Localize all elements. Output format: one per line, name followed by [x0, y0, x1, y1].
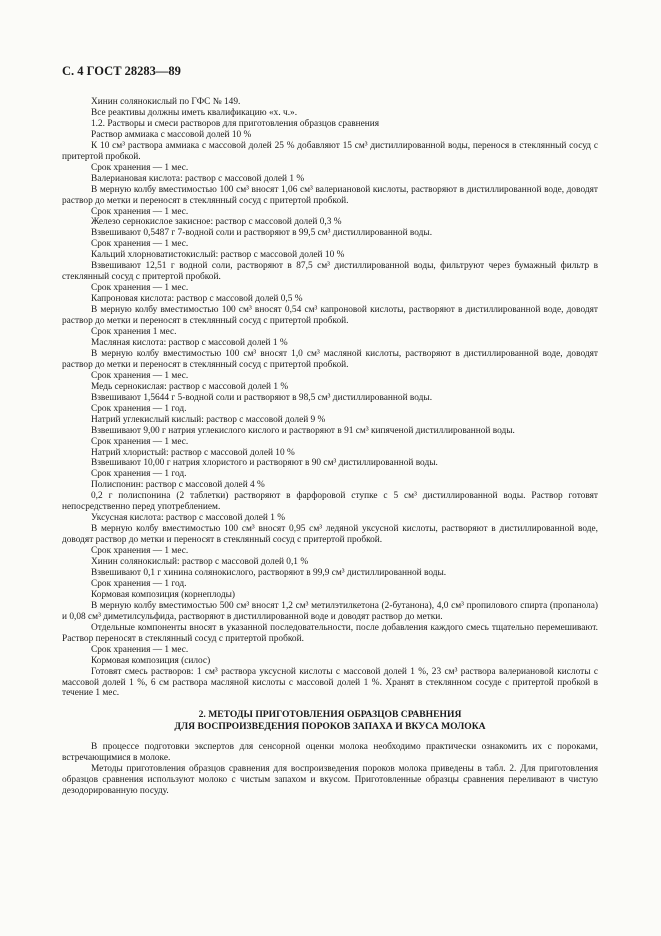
paragraph: Срок хранения — 1 мес.: [91, 546, 189, 557]
paragraph: В мерную колбу вместимостью 100 см³ вносят 0,54 см³ капроновой кислоты, растворяют в дистиллированной воде, доводят раствор до метки и переносят в стеклянный сосуд с притертой пробкой.: [62, 305, 598, 327]
paragraph: Железо сернокислое закисное: раствор с массовой долей 0,3 %: [91, 217, 342, 228]
paragraph: Готовят смесь растворов: 1 см³ раствора уксусной кислоты с массовой долей 1 %, 23 см³ раствора валериановой кислоты с массовой долей 1 %, 6 см раствора масляной кислоты с массовой долей 1 %. Хранят в стеклянном сосуде с притертой пробкой в течение 1 мес.: [62, 666, 598, 699]
paragraph: Кормовая композиция (корнеплоды): [91, 589, 235, 600]
paragraph: Срок хранения — 1 год.: [91, 469, 187, 480]
paragraph: Кальций хлорноватистокислый: раствор с массовой долей 10 %: [91, 250, 345, 261]
paragraph: Срок хранения — 1 мес.: [91, 162, 189, 173]
paragraph: Отдельные компоненты вносят в указанной последовательности, после добавления каждого смесь тщательно перемешивают. Раствор переносят в стеклянный сосуд с притертой пробкой.: [62, 622, 598, 644]
paragraph: 0,2 г полиспонина (2 таблетки) растворяют в фарфоровой ступке с 5 см³ дистиллированной воды. Раствор готовят непосредственно перед употреблением.: [62, 491, 598, 513]
section-title-line-2: ДЛЯ ВОСПРОИЗВЕДЕНИЯ ПОРОКОВ ЗАПАХА И ВКУСА МОЛОКА: [174, 720, 486, 732]
paragraph: Взвешивают 10,00 г натрия хлористого и растворяют в 90 см³ дистиллированной воды.: [91, 458, 438, 469]
paragraph: Натрий хлористый: раствор с массовой долей 10 %: [91, 447, 295, 458]
paragraph: Срок хранения — 1 мес.: [91, 239, 189, 250]
paragraph: Срок хранения — 1 мес.: [91, 283, 189, 294]
paragraph: Срок хранения 1 мес.: [91, 327, 177, 338]
paragraph: Срок хранения — 1 мес.: [91, 644, 189, 655]
paragraph: В мерную колбу вместимостью 100 см³ вносят 1,0 см³ масляной кислоты, растворяют в дистиллированной воде, доводят раствор до метки и переносят в стеклянный сосуд с притертой пробкой.: [62, 348, 598, 370]
paragraph: Хинин солянокислый: раствор с массовой долей 0,1 %: [91, 557, 309, 568]
paragraph: Взвешивают 12,51 г водной соли, растворяют в 87,5 см³ дистиллированной воды, фильтруют через бумажный фильтр в стеклянный сосуд с притертой пробкой.: [62, 261, 598, 283]
paragraph: Срок хранения — 1 мес.: [91, 206, 189, 217]
paragraph: В мерную колбу вместимостью 100 см³ вносят 1,06 см³ валериановой кислоты, растворяют в дистиллированной воде, доводят раствор до метки и переносят в стеклянный сосуд с притертой пробкой.: [62, 184, 598, 206]
paragraph: Полиспонин: раствор с массовой долей 4 %: [91, 480, 265, 491]
paragraph: Взвешивают 0,5487 г 7-водной соли и растворяют в 99,5 см³ дистиллированной воды.: [91, 228, 433, 239]
paragraph: Масляная кислота: раствор с массовой долей 1 %: [91, 337, 288, 348]
paragraph: Методы приготовления образцов сравнения для воспроизведения пороков молока приведены в табл. 2. Для приготовления образцов сравнения используют молоко с чистым запахом и вкусом. Приготовленные образцы сравнения переливают в чистую дезодорированную посуду.: [62, 764, 598, 797]
paragraph: Натрий углекислый кислый: раствор с массовой долей 9 %: [91, 414, 326, 425]
paragraph: Срок хранения — 1 мес.: [91, 436, 189, 447]
paragraph: Взвешивают 9,00 г натрия углекислого кислого и растворяют в 91 см³ кипяченой дистиллированной воды.: [91, 425, 515, 436]
paragraph: Валериановая кислота: раствор с массовой долей 1 %: [91, 173, 305, 184]
paragraph: В мерную колбу вместимостью 500 см³ вносят 1,2 см³ метилэтилкетона (2-бутанона), 4,0 см³ пропилового спирта (пропанола) и 0,08 см³ диметилсульфида, растворяют в дистиллированной воде и доводят раствор до метки.: [62, 600, 598, 622]
paragraph: Взвешивают 1,5644 г 5-водной соли и растворяют в 98,5 см³ дистиллированной воды.: [91, 392, 433, 403]
paragraph: К 10 см³ раствора аммиака с массовой долей 25 % добавляют 15 см³ дистиллированной воды, перенося в стеклянный сосуд с притертой пробкой.: [62, 140, 598, 162]
section-title-line-1: 2. МЕТОДЫ ПРИГОТОВЛЕНИЯ ОБРАЗЦОВ СРАВНЕНИЯ: [198, 709, 462, 721]
paragraph: Все реактивы должны иметь квалификацию «х. ч.».: [91, 107, 298, 118]
paragraph: Раствор аммиака с массовой долей 10 %: [91, 129, 252, 140]
paragraph: В мерную колбу вместимостью 100 см³ вносят 0,95 см³ ледяной уксусной кислоты, растворяют в дистиллированной воде, доводят раствор до метки и переносят в стеклянный сосуд с притертой пробкой.: [62, 524, 598, 546]
paragraph: Срок хранения — 1 год.: [91, 578, 187, 589]
paragraph: Медь сернокислая: раствор с массовой долей 1 %: [91, 381, 289, 392]
paragraph: Срок хранения — 1 мес.: [91, 370, 189, 381]
paragraph: Взвешивают 0,1 г хинина солянокислого, растворяют в 99,9 см³ дистиллированной воды.: [91, 567, 447, 578]
page-header: С. 4 ГОСТ 28283—89: [62, 64, 181, 78]
subsection-heading: 1.2. Растворы и смеси растворов для приготовления образцов сравнения: [91, 118, 380, 129]
paragraph: В процессе подготовки экспертов для сенсорной оценки молока необходимо практически ознакомить их с пороками, встречающимися в молоке.: [62, 742, 598, 764]
paragraph: Срок хранения — 1 год.: [91, 403, 187, 414]
paragraph: Капроновая кислота: раствор с массовой долей 0,5 %: [91, 294, 303, 305]
paragraph: Уксусная кислота: раствор с массовой долей 1 %: [91, 513, 286, 524]
paragraph: Кормовая композиция (силос): [91, 655, 211, 666]
paragraph: Хинин солянокислый по ГФС № 149.: [91, 97, 241, 107]
document-body: [62, 97, 598, 797]
